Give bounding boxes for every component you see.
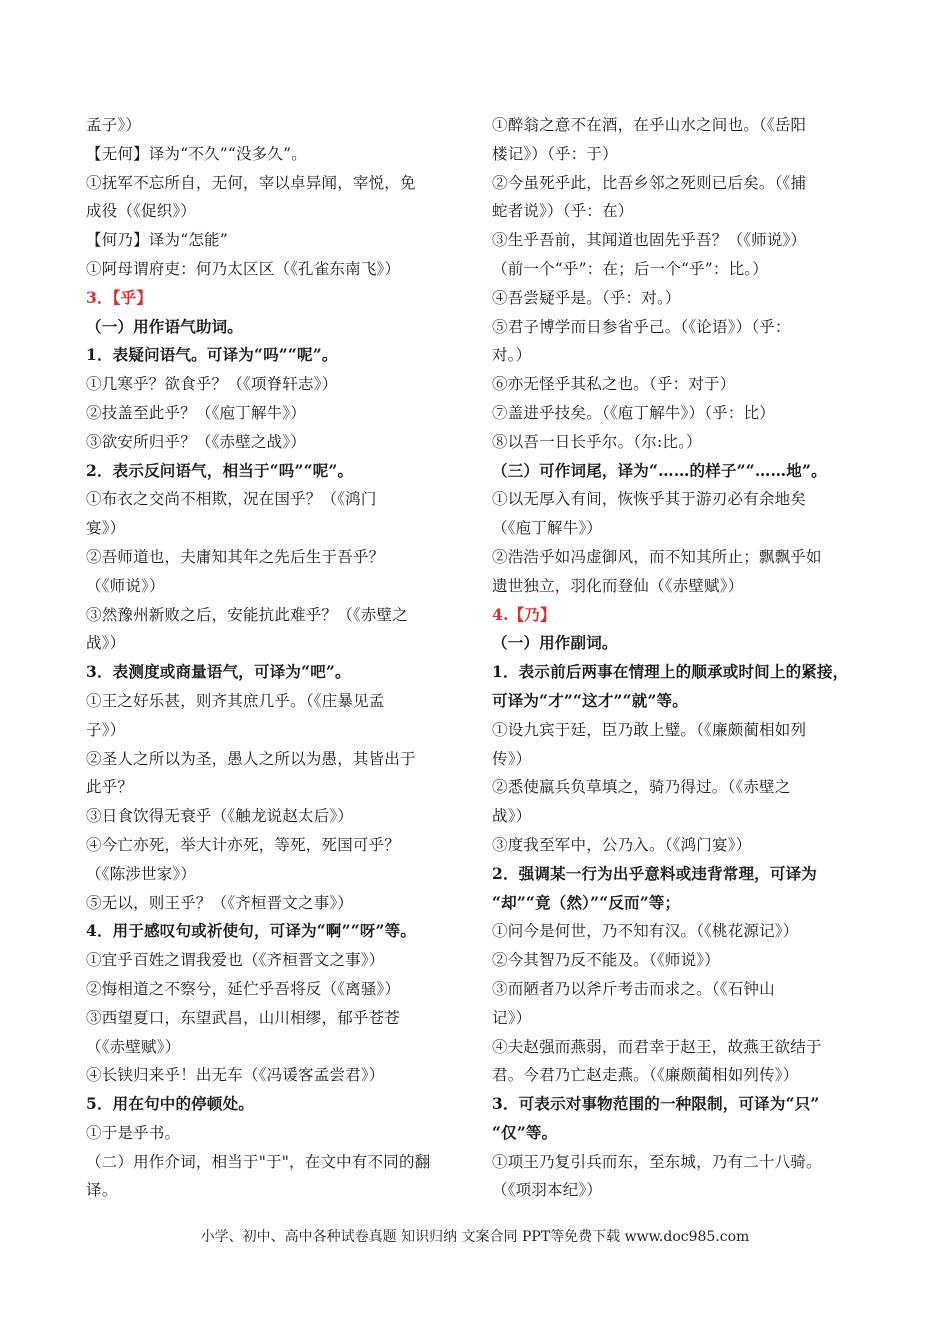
text-line: （《庖丁解牛》）: [492, 519, 603, 538]
text-line: 对。）: [492, 346, 532, 365]
text-line: “却”“竟（然）”“反而”等；: [492, 892, 681, 912]
text-line: ①于是乎书。: [86, 1123, 181, 1142]
text-line: 成役（《促织》）: [86, 202, 197, 221]
text-line: 1．表疑问语气。可译为“吗”“呢”。: [86, 345, 338, 365]
text-line: ②今虽死乎此，比吾乡邻之死则已后矣。（《捕: [492, 173, 807, 192]
text-line: 楼记》）（乎：于）: [492, 144, 618, 163]
text-line: 【何乃】译为“怎能”: [86, 231, 228, 250]
text-line: ③欲安所归乎？（《赤壁之战》）: [86, 432, 307, 451]
text-line: 5．用在句中的停顿处。: [86, 1094, 254, 1114]
text-line: ①几寒乎？欲食乎？（《项脊轩志》）: [86, 375, 338, 394]
text-line: ②悉使羸兵负草填之，骑乃得过。（《赤壁之: [492, 778, 791, 797]
text-line: ③度我至军中，公乃入。（《鸿门宴》）: [492, 835, 752, 854]
text-line: 【无何】译为“不久”“没多久”。: [86, 144, 307, 163]
text-line: 战》）: [492, 807, 532, 826]
text-line: ①醉翁之意不在酒，在乎山水之间也。（《岳阳: [492, 116, 807, 134]
text-line: 3．表测度或商量语气，可译为“吧”。: [86, 662, 351, 682]
text-line: 君。今君乃亡赵走燕。（《廉颇蔺相如列传》）: [492, 1066, 799, 1085]
text-line: （一）用作副词。: [492, 633, 618, 653]
text-line: 蛇者说》）（乎：在）: [492, 202, 634, 221]
text-line: 4.【乃】: [492, 604, 556, 624]
text-line: ①王之好乐甚，则齐其庶几乎。（《庄暴见孟: [86, 691, 385, 710]
text-line: ④夫赵强而燕弱，而君幸于赵王，故燕王欲结于: [492, 1037, 822, 1056]
text-line: （《陈涉世家》）: [86, 864, 197, 883]
right-column: [492, 111, 868, 1205]
text-line: 子》）: [86, 720, 126, 739]
text-line: 此乎？: [86, 778, 134, 797]
text-line: （《赤壁赋》）: [86, 1037, 181, 1056]
text-line: 孟子》）: [86, 116, 142, 134]
text-line: （前一个“乎”：在；后一个“乎”：比。）: [492, 259, 768, 278]
text-line: 4．用于感叹句或祈使句，可译为“啊”“呀”等。: [86, 921, 417, 941]
text-line: 宴》）: [86, 519, 126, 538]
text-line: （《项羽本纪》）: [492, 1181, 603, 1200]
text-line: 战》）: [86, 634, 126, 653]
text-line: ④今亡亦死，举大计亦死，等死，死国可乎？: [86, 835, 401, 854]
text-line: ①布衣之交尚不相欺，况在国乎？（《鸿门: [86, 490, 377, 509]
page-footer: 小学、初中、高中各种试卷真题 知识归纳 文案合同 PPT等免费下载 www.doc985.com: [200, 1229, 750, 1245]
text-line: 1．表示前后两事在情理上的顺承或时间上的紧接，: [492, 662, 849, 682]
text-line: ④长铗归来乎！出无车（《冯谖客孟尝君》）: [86, 1066, 385, 1085]
text-line: ①问今是何世，乃不知有汉。（《桃花源记》）: [492, 922, 799, 941]
text-line: ①以无厚入有间，恢恢乎其于游刃必有余地矣: [492, 490, 807, 509]
text-line: “仅”等。: [492, 1122, 558, 1142]
text-line: ④吾尝疑乎是。（乎：对。）: [492, 288, 681, 307]
text-line: ③然豫州新败之后，安能抗此难乎？（《赤壁之: [86, 605, 408, 624]
text-line: 2．强调某一行为出乎意料或违背常理，可译为: [492, 863, 817, 883]
text-line: 2．表示反问语气，相当于“吗”“呢”。: [86, 460, 354, 480]
text-line: ②悔相道之不察兮，延伫乎吾将反（《离骚》）: [86, 979, 401, 998]
text-line: ⑤无以，则王乎？（《齐桓晋文之事》）: [86, 893, 354, 912]
text-line: ⑤君子博学而日参省乎己。（《论语》）（乎：: [492, 317, 791, 336]
text-line: 3．【乎】: [86, 287, 153, 307]
text-line: ②吾师道也，夫庸知其年之先后生于吾乎？: [86, 547, 385, 566]
text-line: ⑦盖进乎技矣。（《庖丁解牛》）（乎：比）: [492, 403, 776, 422]
text-line: 译。: [86, 1181, 118, 1200]
text-line: ①阿母谓府吏：何乃太区区（《孔雀东南飞》）: [86, 259, 401, 278]
text-line: ①项王乃复引兵而东，至东城，乃有二十八骑。: [492, 1152, 822, 1171]
text-line: ③西望夏口，东望武昌，山川相缪，郁乎苍苍: [86, 1008, 401, 1027]
text-line: ③而陋者乃以斧斤考击而求之。（《石钟山: [492, 979, 775, 998]
text-line: （一）用作语气助词。: [86, 316, 244, 336]
text-line: 传》）: [492, 749, 532, 768]
text-line: （二）用作介词，相当于"于"，在文中有不同的翻: [86, 1152, 431, 1171]
text-line: ②技盖至此乎？（《庖丁解牛》）: [86, 403, 307, 422]
left-column: [86, 111, 464, 1205]
text-line: ②圣人之所以为圣，愚人之所以为愚，其皆出于: [86, 749, 416, 768]
text-line: 遗世独立，羽化而登仙（《赤壁赋》）: [492, 576, 744, 595]
text-line: ①抚军不忘所自，无何，宰以卓异闻，宰悦，免: [86, 173, 416, 192]
text-line: ⑥亦无怪乎其私之也。（乎：对于）: [492, 375, 736, 394]
text-line: 可译为“才”“这才”“就”等。: [492, 690, 688, 710]
text-line: ②今其智乃反不能及。（《师说》）: [492, 951, 720, 970]
text-line: ③生乎吾前，其闻道也固先乎吾？（《师说》）: [492, 231, 807, 250]
text-line: 3．可表示对事物范围的一种限制，可译为“只”: [492, 1094, 820, 1114]
text-line: ②浩浩乎如冯虚御风，而不知其所止；飘飘乎如: [492, 547, 822, 566]
text-line: ③日食饮得无衰乎（《触龙说赵太后》）: [86, 807, 354, 826]
text-line: 记》）: [492, 1008, 532, 1027]
text-line: ⑧以吾一日长乎尔。（尔:比。）: [492, 432, 702, 451]
text-line: ①宜乎百姓之谓我爱也（《齐桓晋文之事》）: [86, 951, 385, 970]
text-line: （三）可作词尾，译为“……的样子”“……地”。: [492, 460, 827, 480]
text-line: ①设九宾于廷，臣乃敢上璧。（《廉颇蔺相如列: [492, 720, 807, 739]
text-line: （《师说》）: [86, 576, 165, 595]
